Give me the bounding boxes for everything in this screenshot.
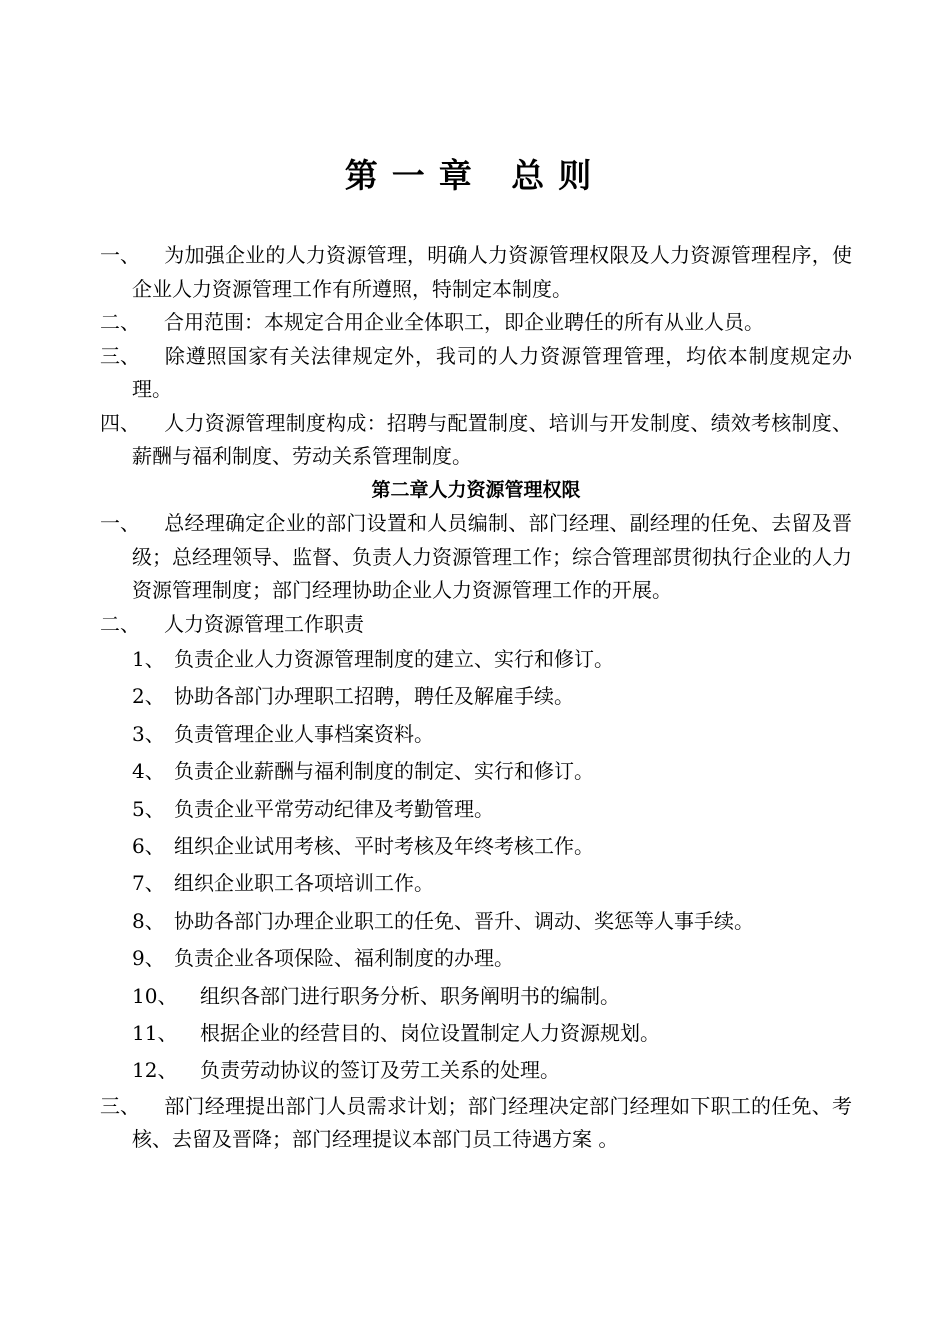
duty-number: 12、 [132,1058,178,1083]
duty-item-5 [132,791,852,828]
chapter-1-title: 第一章 总则 [344,156,606,195]
duty-number: 9、 [132,946,165,971]
duty-item-1 [132,641,852,678]
item-text: 合用范围：本规定合用企业全体职工，即企业聘任的所有从业人员。 [164,310,764,334]
duty-number: 8、 [132,908,165,933]
item-text: 部门经理提出部门人员需求计划；部门经理决定部门经理如下职工的任免、考核、去留及晋降；部门经理提议本部门员工待遇方案 。 [132,1093,852,1152]
duty-text: 负责管理企业人事档案资料。 [174,721,434,746]
duty-text: 组织各部门进行职务分析、职务阐明书的编制。 [200,983,620,1008]
duty-number: 2、 [132,684,165,709]
duty-item-12 [132,1052,852,1089]
duty-text: 协助各部门办理企业职工的任免、晋升、调动、奖惩等人事手续。 [174,908,754,933]
item-text: 除遵照国家有关法律规定外，我司的人力资源管理管理，均依本制度规定办理。 [132,343,852,401]
item-marker: 四、 [100,410,140,435]
duty-text: 负责企业各项保险、福利制度的办理。 [174,946,514,971]
duty-item-4 [132,753,852,790]
duty-text: 负责劳动协议的签订及劳工关系的处理。 [200,1058,560,1083]
duty-number: 3、 [132,721,165,746]
duty-list [100,641,852,1090]
duty-text: 组织企业职工各项培训工作。 [174,871,434,896]
item-text: 为加强企业的人力资源管理，明确人力资源管理权限及人力资源管理程序，使企业人力资源管理工作有所遵照，特制定本制度。 [132,243,852,301]
duty-text: 负责企业薪酬与福利制度的制定、实行和修订。 [174,759,594,784]
duty-item-8 [132,903,852,940]
duty-number: 5、 [132,796,165,821]
duty-item-10 [132,978,852,1015]
chapter-1-item-4 [100,407,852,474]
duty-number: 10、 [132,983,178,1008]
duty-item-9 [132,940,852,977]
item-marker: 一、 [100,243,140,267]
item-text: 总经理确定企业的部门设置和人员编制、部门经理、副经理的任免、去留及晋级；总经理领导、监督、负责人力资源管理工作；综合管理部贯彻执行企业的人力资源管理制度；部门经理协助企业人力资源管理工作的开展。 [132,511,852,602]
duty-item-7 [132,865,852,902]
item-marker: 三、 [100,1093,140,1118]
duty-item-3 [132,716,852,753]
duty-number: 7、 [132,871,165,896]
chapter-2-item-1 [100,507,852,608]
item-marker: 三、 [100,343,140,368]
duty-text: 负责企业平常劳动纪律及考勤管理。 [174,796,494,821]
chapter-1-body [100,239,852,1157]
duty-text: 协助各部门办理职工招聘，聘任及解雇手续。 [174,684,574,709]
item-marker: 二、 [100,611,140,636]
duty-number: 11、 [132,1021,178,1046]
item-text: 人力资源管理制度构成：招聘与配置制度、培训与开发制度、绩效考核制度、薪酬与福利制度、劳动关系管理制度。 [132,410,852,468]
item-text: 人力资源管理工作职责 [164,611,364,636]
duty-number: 6、 [132,834,165,859]
chapter-2-title: 第二章人力资源管理权限 [371,478,581,501]
item-marker: 一、 [100,511,140,535]
chapter-2-item-2 [100,608,852,642]
item-marker: 二、 [100,310,140,334]
chapter-1-item-2 [100,306,852,340]
chapter-2-item-3 [100,1090,852,1157]
chapter-1-item-1 [100,239,852,306]
duty-item-11 [132,1015,852,1052]
duty-number: 1、 [132,647,165,671]
duty-text: 根据企业的经营目的、岗位设置制定人力资源规划。 [200,1021,660,1046]
chapter-1-item-3 [100,340,852,407]
duty-item-6 [132,828,852,865]
duty-text: 负责企业人力资源管理制度的建立、实行和修订。 [174,647,614,671]
duty-item-2 [132,678,852,715]
duty-number: 4、 [132,759,165,784]
duty-text: 组织企业试用考核、平时考核及年终考核工作。 [174,834,594,859]
